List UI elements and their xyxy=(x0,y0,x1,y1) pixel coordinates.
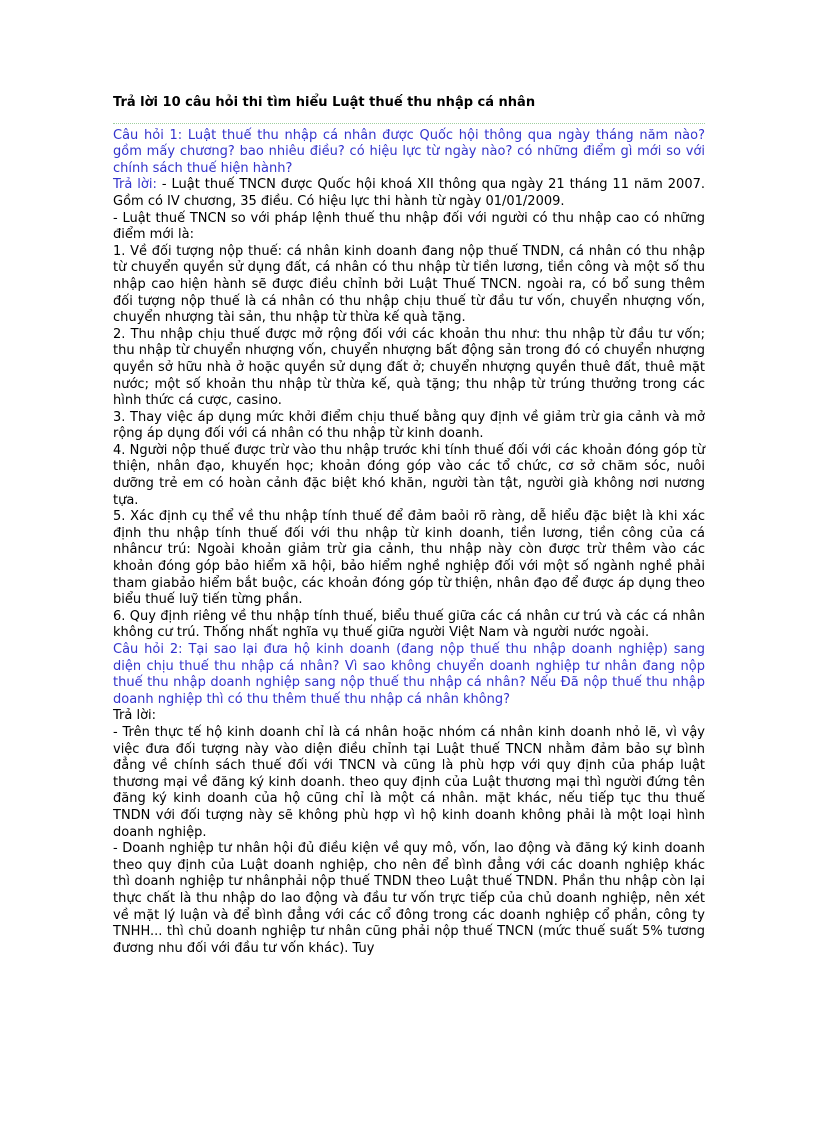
answer-1-point-6: 6. Quy định riêng về thu nhập tính thuế, biểu thuế giữa các cá nhân cư trú và các cá nhân không cư trú. Thống nhất nghĩa vụ thuế giữa người Việt Nam và người nước ngoài. xyxy=(113,608,705,641)
answer-1-point-5: 5. Xác định cụ thể về thu nhập tính thuế để đảm baỏi rõ ràng, dễ hiểu đặc biệt là khi xác định thu nhập tính thuế đối với thu nhập từ kinh doanh, tiền lương, tiền công của cá nhâncư trú: Ngoài khoản giảm trừ gia cảnh, thu nhập này còn được trừ thêm vào các khoản đóng góp bảo hiểm xã hội, bảo hiểm nghề nghiệp đối với một số ngành nghề phải tham giabảo hiểm bắt buộc, các khoản đóng góp từ thiện, nhân đạo để được áp dụng theo biểu thuế luỹ tiến từng phần. xyxy=(113,509,705,608)
answer-1-point-2: 2. Thu nhập chịu thuế được mở rộng đối với các khoản thu như: thu nhập từ đầu tư vốn; thu nhập từ chuyển nhượng vốn, chuyển nhượng bất động sản trong đó có chuyển nhượng quyền sở hữu nhà ở hoặc quyền sử dụng đất ở; chuyển nhượng quyền thuê đất, thuê mặt nước; một số khoản thu nhập từ thừa kế, quà tặng; thu nhập từ trúng thưởng trong các hình thức cá cược, casino. xyxy=(113,326,705,409)
question-1: Câu hỏi 1: Luật thuế thu nhập cá nhân được Quốc hội thông qua ngày tháng năm nào? gồm mấy chương? bao nhiêu điều? có hiệu lực từ ngày nào? có những điểm gì mới so với chính sách thuế hiện hành? xyxy=(113,127,705,176)
question-2: Câu hỏi 2: Tại sao lại đưa hộ kinh doanh (đang nộp thuế thu nhập doanh nghiệp) sang diện chịu thuế thu nhập cá nhân? Vì sao không chuyển doanh nghiệp tư nhân đang nộp thuế thu nhập doanh nghiệp sang nộp thuế thu nhập cá nhân? Nếu Đã nộp thuế thu nhập doanh nghiệp thì có thu thêm thuế thu nhập cá nhân không? xyxy=(113,642,705,707)
dotted-separator xyxy=(113,123,705,124)
answer-1-point-1: 1. Về đối tượng nộp thuế: cá nhân kinh doanh đang nộp thuế TNDN, cá nhân có thu nhập từ chuyển quyền sử dụng đất, cá nhân có thu nhập từ tiền lương, tiền công và một số thu nhập cao hiện hành sẽ được điều chỉnh bởi Luật Thuế TNCN. ngoài ra, có bổ sung thêm đối tượng nộp thuế là cá nhân có thu nhập chịu thuế từ đầu tư vốn, chuyển nhượng vốn, chuyển nhượng tài sản, thu nhập từ thừa kế quà tặng. xyxy=(113,243,705,326)
page-title: Trả lời 10 câu hỏi thi tìm hiểu Luật thuế thu nhập cá nhân xyxy=(113,95,536,110)
answer-2-paragraph-1: - Trên thực tế hộ kinh doanh chỉ là cá nhân hoặc nhóm cá nhân kinh doanh nhỏ lẽ, vì vậy việc đưa đối tượng này vào diện điều chỉnh tại Luật thuế TNCN nhằm đảm bảo sự bình đẳng về chính sách thuế đối với TNCN và cũng là phù hợp với quy định của pháp luật thương mại về đăng ký kinh doanh. theo quy định của Luật thương mại thì người đứng tên đăng ký kinh doanh của hộ cũng chỉ là một cá nhân. mặt khác, nếu tiếp tục thu thuế TNDN với đối tượng này sẽ không phù hợp vì hộ kinh doanh không phải là một loại hình doanh nghiệp. xyxy=(113,724,705,840)
answer-1-note: - Luật thuế TNCN so với pháp lệnh thuế thu nhập đối với người có thu nhập cao có những điểm mới là: xyxy=(113,210,705,243)
answer-2-label: Trả lời: xyxy=(113,708,157,724)
document-page xyxy=(113,95,705,957)
answer-2-paragraph-2: - Doanh nghiệp tư nhân hội đủ điều kiện về quy mô, vốn, lao động và đăng ký kinh doanh theo quy định của Luật doanh nghiệp, cho nên để bình đẳng với các doanh nghiệp khác thì doanh nghiệp tư nhânphải nộp thuế TNDN theo Luật thuế TNDN. Phần thu nhập còn lại thực chất là thu nhập do lao động và đầu tư vốn trực tiếp của chủ doanh nghiệp, nên xét về mặt lý luận và để bình đẳng với các cổ đông trong các doanh nghiệp cổ phần, công ty TNHH... thì chủ doanh nghiệp tư nhân cũng phải nộp thuế TNCN (mức thuế suất 5% tương đương nhu đối với đầu tư vốn khác). Tuy xyxy=(113,841,705,956)
answer-1-intro-text: - Luật thuế TNCN được Quốc hội khoá XII thông qua ngày 21 tháng 11 năm 2007. Gồm có IV chương, 35 điều. Có hiệu lực thi hành từ ngày 01/01/2009. xyxy=(113,177,705,209)
answer-1-point-4: 4. Người nộp thuế được trừ vào thu nhập trước khi tính thuế đối với các khoản đóng góp từ thiện, nhân đạo, khuyến học; khoản đóng góp vào các tổ chức, cơ sở chăm sóc, nuôi dưỡng trẻ em có hoàn cảnh đặc biệt khó khăn, người tàn tật, người già không nơi nương tựa. xyxy=(113,442,705,508)
answer-1-point-3: 3. Thay việc áp dụng mức khởi điểm chịu thuế bằng quy định về giảm trừ gia cảnh và mở rộng áp dụng đối với cá nhân có thu nhập từ kinh doanh. xyxy=(113,409,705,442)
answer-1-label: Trả lời: xyxy=(113,177,157,193)
answer-1-intro xyxy=(113,177,705,210)
